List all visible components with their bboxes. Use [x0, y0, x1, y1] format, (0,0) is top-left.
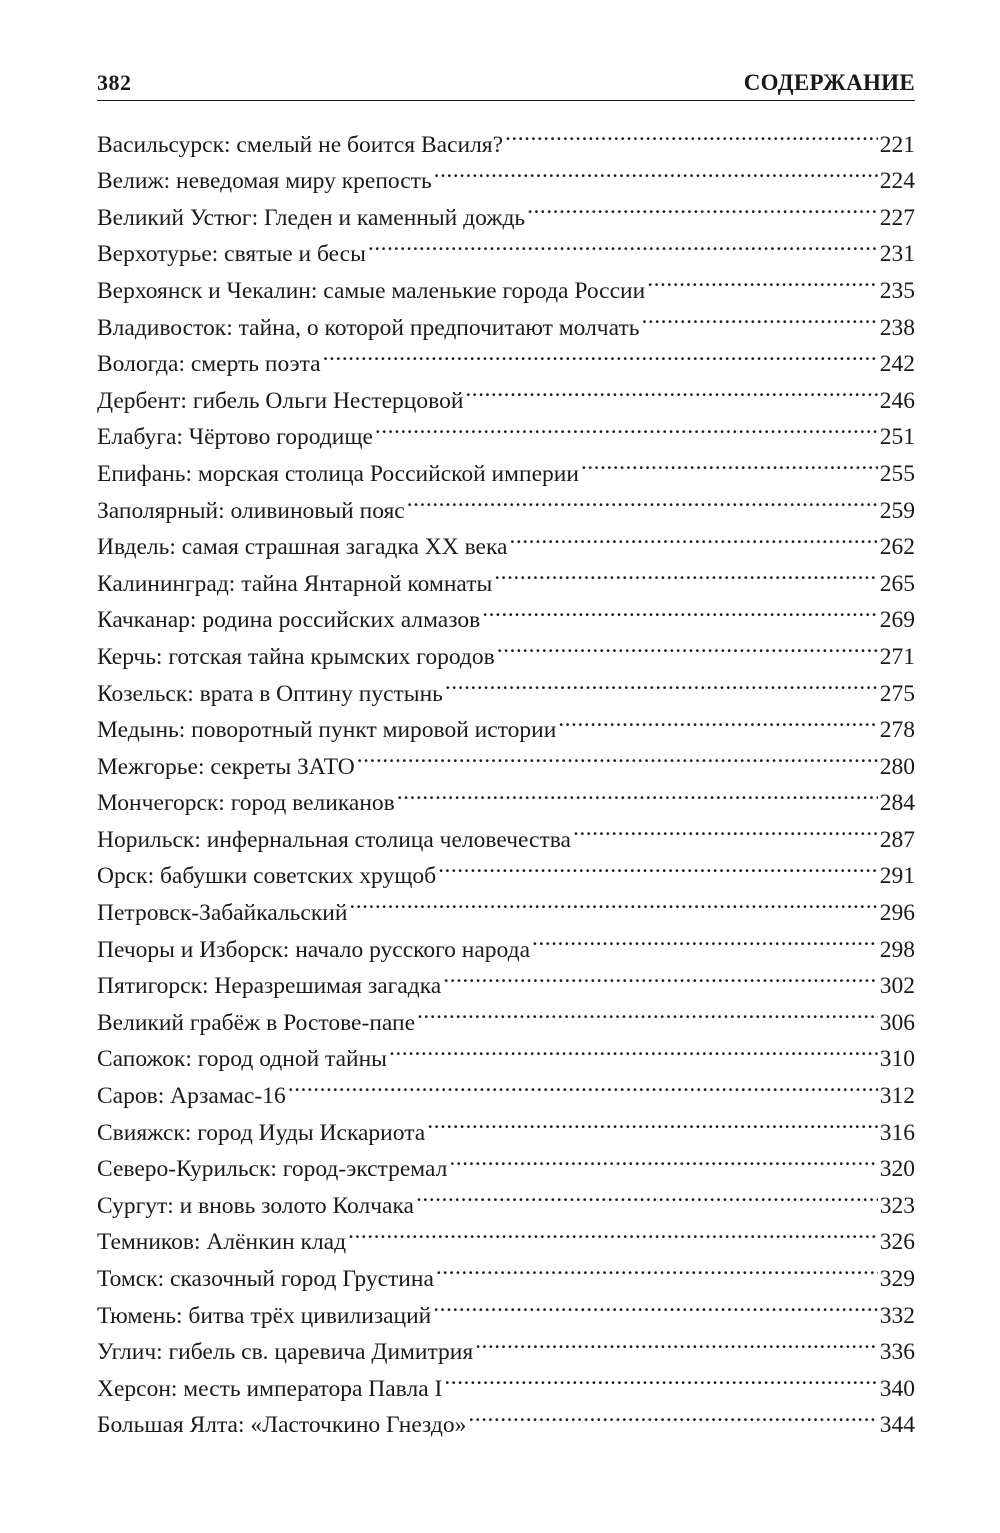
- toc-entry-title: Свияжск: город Иуды Искариота: [97, 1119, 426, 1146]
- toc-entry-title: Калининград: тайна Янтарной комнаты: [97, 570, 493, 597]
- dot-leader: [558, 701, 877, 738]
- dot-leader: [438, 847, 878, 884]
- toc-entry-title: Пятигорск: Неразрешимая загадка: [97, 973, 442, 1000]
- toc-entry-title: Сургут: и вновь золото Колчака: [97, 1192, 414, 1219]
- dot-leader: [375, 408, 878, 445]
- dot-leader: [368, 225, 878, 262]
- dot-leader: [389, 1030, 878, 1067]
- page-number: 382: [97, 70, 132, 95]
- toc-entry-page: 269: [879, 607, 915, 634]
- toc-entry-page: 332: [879, 1302, 915, 1329]
- toc-entry-page: 231: [879, 241, 915, 268]
- toc-entry-page: 224: [879, 168, 915, 195]
- toc-entry-title: Епифань: морская столица Российской империи: [97, 460, 579, 487]
- dot-leader: [444, 1359, 877, 1396]
- toc-entry-page: 326: [879, 1229, 915, 1256]
- toc-entry-title: Саров: Арзамас-16: [97, 1083, 286, 1110]
- toc-entry-page: 235: [879, 277, 915, 304]
- toc-entry-page: 344: [879, 1412, 915, 1439]
- toc-entry-title: Петровск-Забайкальский: [97, 900, 348, 927]
- toc-entry-title: Великий грабёж в Ростове-папе: [97, 1009, 416, 1036]
- dot-leader: [443, 957, 878, 994]
- dot-leader: [641, 298, 877, 335]
- section-title: СОДЕРЖАНИЕ: [743, 70, 915, 95]
- toc-entry-title: Медынь: поворотный пункт мировой истории: [97, 717, 557, 744]
- toc-entry-page: 302: [879, 973, 915, 1000]
- dot-leader: [647, 261, 878, 298]
- toc-entry-page: 265: [879, 570, 915, 597]
- dot-leader: [416, 1176, 878, 1213]
- toc-entry-page: 340: [879, 1375, 915, 1402]
- toc-entry-page: 251: [879, 424, 915, 451]
- toc-entry-page: 296: [879, 900, 915, 927]
- toc-entry-page: 255: [879, 460, 915, 487]
- table-of-contents: [97, 115, 915, 1439]
- toc-entry-page: 278: [879, 717, 915, 744]
- toc-entry-title: Норильск: инфернальная столица человечества: [97, 826, 571, 853]
- dot-leader: [433, 1286, 877, 1323]
- dot-leader: [436, 1249, 878, 1286]
- toc-entry-title: Великий Устюг: Гледен и каменный дождь: [97, 204, 526, 231]
- toc-entry-title: Тюмень: битва трёх цивилизаций: [97, 1302, 432, 1329]
- toc-entry-title: Сапожок: город одной тайны: [97, 1046, 387, 1073]
- toc-entry-title: Козельск: врата в Оптину пустынь: [97, 680, 443, 707]
- toc-entry-page: 298: [879, 936, 915, 963]
- dot-leader: [532, 920, 878, 957]
- book-page: [97, 60, 915, 1439]
- toc-entry-page: 246: [879, 387, 915, 414]
- dot-leader: [581, 444, 878, 481]
- toc-entry-title: Заполярный: оливиновый пояс: [97, 497, 405, 524]
- toc-entry-title: Елабуга: Чёртово городище: [97, 424, 373, 451]
- toc-entry-title: Межгорье: секреты ЗАТО: [97, 753, 355, 780]
- toc-entry-title: Васильсурск: смелый не боится Василя?: [97, 131, 504, 158]
- dot-leader: [445, 664, 878, 701]
- toc-entry-title: Северо-Курильск: город-экстремал: [97, 1156, 448, 1183]
- dot-leader: [465, 371, 877, 408]
- toc-entry-page: 291: [879, 863, 915, 890]
- dot-leader: [497, 627, 878, 664]
- toc-entry-title: Вологда: смерть поэта: [97, 351, 321, 378]
- dot-leader: [573, 810, 878, 847]
- toc-entry-page: 271: [879, 643, 915, 670]
- toc-entry-title: Углич: гибель св. царевича Димитрия: [97, 1339, 474, 1366]
- toc-entry-title: Орск: бабушки советских хрущоб: [97, 863, 437, 890]
- toc-entry-page: 259: [879, 497, 915, 524]
- toc-entry-page: 280: [879, 753, 915, 780]
- toc-entry-page: 284: [879, 790, 915, 817]
- dot-leader: [427, 1103, 878, 1140]
- toc-entry-title: Верхотурье: святые и бесы: [97, 241, 366, 268]
- dot-leader: [505, 115, 878, 152]
- dot-leader: [407, 481, 878, 518]
- toc-entry-title: Владивосток: тайна, о которой предпочитают молчать: [97, 314, 640, 341]
- toc-entry-title: Верхоянск и Чекалин: самые маленькие города России: [97, 277, 646, 304]
- toc-entry-page: 275: [879, 680, 915, 707]
- toc-entry-page: 336: [879, 1339, 915, 1366]
- dot-leader: [349, 883, 877, 920]
- toc-entry-title: Темников: Алёнкин клад: [97, 1229, 347, 1256]
- toc-entry-title: Качканар: родина российских алмазов: [97, 607, 481, 634]
- dot-leader: [348, 1213, 878, 1250]
- toc-entry-title: Печоры и Изборск: начало русского народа: [97, 936, 531, 963]
- toc-entry-page: 262: [879, 534, 915, 561]
- toc-entry-page: 306: [879, 1009, 915, 1036]
- dot-leader: [288, 1066, 878, 1103]
- toc-entry-page: 221: [879, 131, 915, 158]
- toc-entry-title: Керчь: готская тайна крымских городов: [97, 643, 495, 670]
- toc-entry-page: 316: [879, 1119, 915, 1146]
- toc-entry-page: 242: [879, 351, 915, 378]
- dot-leader: [397, 774, 878, 811]
- dot-leader: [482, 591, 878, 628]
- toc-entry: [97, 115, 915, 158]
- toc-entry-title: Дербент: гибель Ольги Нестерцовой: [97, 387, 464, 414]
- dot-leader: [475, 1323, 878, 1360]
- toc-entry-title: Большая Ялта: «Ласточкино Гнездо»: [97, 1412, 467, 1439]
- dot-leader: [417, 993, 878, 1030]
- toc-entry-title: Херсон: месть императора Павла I: [97, 1375, 443, 1402]
- toc-entry-page: 287: [879, 826, 915, 853]
- toc-entry-title: Мончегорск: город великанов: [97, 790, 395, 817]
- dot-leader: [468, 1396, 877, 1433]
- dot-leader: [509, 518, 877, 555]
- dot-leader: [357, 737, 878, 774]
- dot-leader: [323, 335, 878, 372]
- toc-entry-page: 227: [879, 204, 915, 231]
- running-header: [97, 60, 915, 101]
- toc-entry-page: 320: [879, 1156, 915, 1183]
- dot-leader: [449, 1140, 877, 1177]
- dot-leader: [434, 152, 878, 189]
- toc-entry-title: Велиж: неведомая миру крепость: [97, 168, 432, 195]
- toc-entry-title: Томск: сказочный город Грустина: [97, 1266, 434, 1292]
- toc-entry-title: Ивдель: самая страшная загадка XX века: [97, 534, 508, 561]
- toc-entry-page: 310: [879, 1046, 915, 1073]
- toc-entry-page: 323: [879, 1192, 915, 1219]
- toc-entry-page: 329: [879, 1266, 915, 1292]
- toc-entry-page: 238: [879, 314, 915, 341]
- dot-leader: [494, 554, 877, 591]
- dot-leader: [527, 188, 878, 225]
- toc-entry-page: 312: [879, 1083, 915, 1110]
